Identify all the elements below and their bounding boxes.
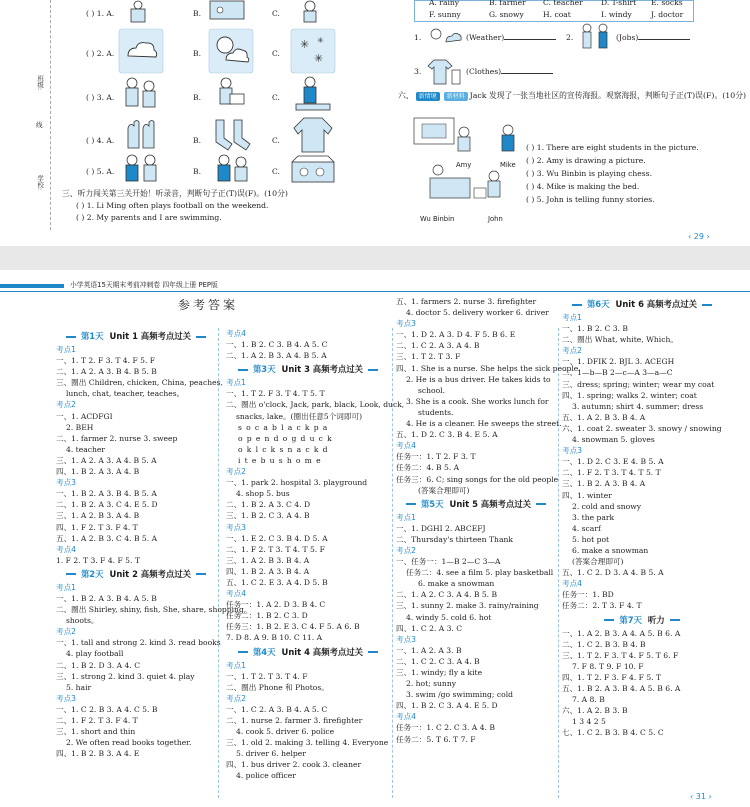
point-label: 考点4: [396, 712, 417, 722]
word-search-letters: opendogduck: [238, 433, 336, 443]
answer-line: 5. driver 6. helper: [236, 749, 306, 759]
answer-line: 任务一：1. C 2. C 3. A 4. B: [396, 723, 495, 733]
answer-line: 6. make a snowman: [572, 545, 649, 555]
answer-line: 二、1. A 2. C 3. A 4. B 5. B: [396, 590, 498, 600]
answer-line: 二、1. farmer 2. nurse 3. sweep: [56, 433, 178, 443]
answer-line: 二、1. B 2. A 3. C 4. E 5. D: [56, 500, 158, 510]
section3-item-1: ( ) 1. Li Ming often plays football on the weekend.: [76, 201, 269, 210]
answer-line: 一、1. tall and strong 2. kind 3. read books: [56, 638, 221, 648]
section3-item-2: ( ) 2. My parents and I are swimming.: [76, 213, 222, 222]
answer-line: 任务二：4. see a film 5. play basketball: [406, 568, 554, 578]
q5-c-label: C.: [272, 167, 280, 176]
market-picture: [290, 152, 336, 186]
day-number: 第6天: [586, 299, 610, 309]
header-bar: [0, 284, 64, 288]
answer-line: 7. D 8. A 9. B 10. C 11. A: [226, 633, 323, 643]
answer-page-number: ‹ 31 ›: [690, 792, 712, 801]
point-label: 考点1: [396, 512, 417, 522]
point-label: 考点2: [226, 467, 247, 477]
answer-line: 五、1. A 2. B 3. B 4. A: [562, 412, 646, 422]
answer-line: students.: [418, 407, 454, 417]
svg-text:✳: ✳: [317, 36, 324, 45]
answers-column-1: [56, 328, 247, 759]
answer-line: 四、1. T 2. F 3. F 4. F 5. T: [562, 672, 662, 682]
answer-line: 4. shop 5. bus: [236, 489, 290, 499]
answer-line: 五、1. A 2. B 3. C 4. B 5. A: [56, 533, 158, 543]
point-label: 考点1: [226, 378, 247, 388]
column-divider-2: [392, 328, 393, 798]
unit-title: 听力: [647, 614, 665, 625]
q2-b-label: B.: [193, 49, 201, 58]
answer-line: 2. He is a bus driver. He takes kids to: [406, 374, 551, 384]
classify-3-label: (Clothes): [466, 67, 502, 76]
section6-prefix: 六、: [398, 91, 414, 100]
point-label: 考点2: [56, 627, 77, 637]
day-number: 第5天: [420, 498, 444, 509]
class-label: 班级:: [36, 75, 45, 91]
answer-line: 二、1. F 2. T 3. T 4. T 5. F: [226, 544, 325, 554]
answer-line: 4. He is a cleaner. He sweeps the street.: [406, 419, 562, 429]
answer-line: 任务二：4. B 5. A: [396, 463, 460, 473]
answer-line: 任务二：2. T 3. F 4. T: [562, 601, 642, 611]
answer-line: 二、1. B 2. D 3. A 4. C: [56, 660, 141, 670]
answer-line: shoots。: [66, 616, 99, 626]
answer-line: 二、1. C 2. C 3. A 4. B: [396, 656, 480, 666]
classify-2-label: (Jobs): [616, 33, 639, 42]
section6-item-4: ( ) 4. Mike is making the bed.: [526, 182, 640, 191]
answer-line: 二、圈出 What, white, Which。: [562, 335, 678, 345]
column-divider-3: [558, 328, 559, 798]
unit-title: Unit 5 高频考点过关: [449, 498, 532, 509]
word-search-row: [226, 433, 390, 444]
answer-line: 二、1. A 2. B 3. A 4. B 5. A: [226, 351, 327, 361]
answer-line: (答案合理即可): [418, 485, 470, 495]
classify-2-num: 2.: [566, 33, 574, 42]
point-label: 考点3: [562, 446, 583, 456]
answer-line: 三、1. short and thin: [56, 727, 136, 737]
answer-line: 4. snowman 5. gloves: [572, 435, 655, 445]
word-search-letters: itebushome: [238, 455, 325, 465]
board-picture: [208, 0, 248, 22]
answer-line: 4. teacher: [66, 444, 105, 454]
answer-line: snacks, lake。(圈出任意5个词即可): [236, 411, 363, 421]
cut-line-label: 线: [36, 121, 43, 129]
poster-name-mike: Mike: [500, 161, 516, 169]
word-9: I. windy: [601, 10, 632, 19]
word-search-row: [226, 422, 390, 433]
unit-title: Unit 3 高频考点过关: [281, 364, 364, 375]
answer-line: 三、1. A 2. B 3. B 4. A: [226, 555, 310, 565]
point-label: 考点1: [226, 660, 247, 670]
answer-line: 五、1. farmers 2. nurse 3. firefighter: [396, 297, 537, 306]
answer-line: 1. F 2. T 3. F 4. F 5. T: [56, 555, 140, 565]
answer-line: 任务一：1. T 2. F 3. T: [396, 452, 476, 462]
answer-line: 五、1. B 2. A 3. B 4. A 5. B 6. A: [562, 684, 681, 693]
day-number: 第2天: [80, 568, 104, 579]
answer-line: 7. A 8. B: [572, 695, 605, 705]
q1-b-label: B.: [193, 9, 201, 18]
poster-name-wu-binbin: Wu Binbin: [420, 215, 455, 223]
point-label: 考点3: [396, 634, 417, 644]
answer-line: (答案合理即可): [572, 557, 624, 567]
answer-line: 四、1. B 2. C 3. A 4. E 5. D: [396, 701, 498, 711]
answer-line: 2. cold and snowy: [572, 501, 642, 511]
children-picture: [118, 152, 164, 186]
answer-line: 任务二：5. T 6. T 7. F: [396, 734, 476, 744]
classify-1-text: [466, 32, 556, 43]
answer-line: 任务一：1. A 2. D 3. B 4. C: [226, 600, 326, 610]
point-label: 考点4: [226, 329, 247, 338]
answer-line: 一、1. park 2. hospital 3. playground: [226, 478, 368, 488]
point-label: 考点2: [56, 400, 77, 410]
answer-line: 三、1. sunny 2. make 3. rainy/raining: [396, 601, 539, 611]
answer-line: 一、1. B 2. C 3. B: [562, 324, 628, 334]
answers-column-3: [396, 296, 581, 745]
snow-picture: [290, 28, 336, 74]
clothes-picture: [426, 56, 464, 86]
answer-line: 四、1. She is a nurse. She helps the sick people.: [396, 363, 581, 373]
q5-b-label: B.: [193, 167, 201, 176]
answer-line: 一、1. C 2. A 3. B 4. A 5. C: [226, 704, 328, 714]
q2-c-label: C.: [272, 49, 280, 58]
reading-picture: [208, 74, 254, 114]
answer-line: 二、1. F 2. T 3. F 4. T: [56, 716, 138, 725]
answer-line: 一、1. T 2. F 3. T 4. F 5. F: [56, 356, 156, 366]
point-label: 考点4: [396, 441, 417, 451]
answer-line: 二、圈出 Shirley, shiny, fish, She, share, shopping,: [56, 605, 247, 615]
classify-1-label: (Weather): [466, 33, 505, 42]
word-7: G. snowy: [489, 10, 524, 19]
day-number: 第1天: [80, 331, 104, 341]
answer-line: 三、1. strong 2. kind 3. quiet 4. play: [56, 671, 195, 681]
classify-3-num: 3.: [414, 67, 422, 76]
answer-line: 5. hair: [66, 682, 92, 692]
point-label: 考点4: [226, 589, 247, 599]
section6-item-5: ( ) 5. John is telling funny stories.: [526, 195, 655, 204]
answer-line: 一、1. DGHI 2. ABCEFJ: [396, 523, 486, 533]
answer-line: 三、圈出 Children, chicken, China, peaches,: [56, 378, 223, 388]
answer-line: 一、1. T 2. F 3. T 4. T 5. T: [226, 389, 325, 399]
answer-line: 3. the park: [572, 512, 615, 522]
section6-item-1: ( ) 1. There are eight students in the picture.: [526, 143, 699, 152]
answer-line: 四、1. winter: [562, 490, 612, 500]
word-6: F. sunny: [429, 10, 461, 19]
day-heading: [562, 612, 722, 628]
word-search-letters: socablackpa: [238, 422, 332, 432]
unit-title: Unit 4 高频考点过关: [281, 646, 364, 657]
answer-line: 五、1. C 2. D 3. A 4. B 5. A: [562, 568, 664, 578]
answer-line: 二、1. C 2. B 3. B 4. B: [562, 639, 646, 649]
answer-line: 三、1. T 2. F 3. T 4. F 5. T 6. F: [562, 650, 679, 660]
answer-page: [0, 270, 750, 807]
classify-1-num: 1.: [414, 33, 422, 42]
answer-line: 一、1. B 2. A 3. B 4. A 5. B: [56, 593, 157, 603]
answer-line: 三、1. A 2. A 3. A 4. B 5. A: [56, 455, 157, 465]
answer-line: 4. cook 5. driver 6. police: [236, 727, 335, 737]
point-label: 考点2: [226, 693, 247, 703]
section6-item-2: ( ) 2. Amy is drawing a picture.: [526, 156, 646, 165]
gloves-picture: [118, 114, 164, 154]
answer-line: 六、1. coat 2. sweater 3. snowy / snowing: [562, 423, 722, 433]
answer-line: 5. hot pot: [572, 534, 610, 544]
answer-line: 一、1. C 2. B 3. A 4. C 5. B: [56, 704, 158, 714]
q1-c-label: C.: [272, 9, 280, 18]
answer-line: 四、1. B 2. A 3. B 4. A: [226, 566, 310, 576]
answer-line: 7. F 8. T 9. F 10. F: [572, 661, 644, 671]
section6-text: Jack 发现了一张当地社区的宣传海报。观察海报，判断句子正(T)误(F)。(10分): [469, 91, 747, 100]
answer-line: 一、1. D 2. C 3. E 4. B 5. A: [562, 457, 664, 467]
answer-line: 任务一：1. BD: [562, 590, 614, 600]
day-heading: [226, 644, 390, 660]
day-number: 第4天: [252, 646, 276, 657]
q3-c-label: C.: [272, 93, 280, 102]
answer-line: 任务三：1. B 2. E 3. C 4. F 5. A 6. B: [226, 622, 360, 632]
answer-line: 一、1. T 2. T 3. T 4. F: [226, 671, 308, 681]
answers-column-2: [226, 328, 405, 782]
svg-text:✳: ✳: [314, 52, 324, 65]
unit-title: Unit 2 高频考点过关: [109, 568, 192, 579]
answer-line: 2. We often read books together.: [66, 738, 192, 748]
answer-line: 2. hot; sunny: [406, 679, 457, 689]
answer-line: school.: [418, 385, 446, 395]
day-number: 第7天: [619, 614, 642, 625]
section6-item-3: ( ) 3. Wu Binbin is playing chess.: [526, 169, 652, 178]
q2-label: ( ) 2. A.: [86, 49, 115, 58]
word-1: A. rainy: [429, 0, 460, 7]
header-rule: [0, 291, 750, 292]
answer-line: 一、任务一：1—B 2—C 3—A: [396, 557, 501, 567]
classify-1-blank[interactable]: [504, 32, 556, 40]
weather-picture: [426, 24, 464, 50]
jobs-picture: [578, 22, 614, 52]
poster-name-amy: Amy: [456, 161, 472, 169]
worker-picture: [118, 0, 158, 22]
day-heading: [226, 361, 390, 377]
top-page-number: ‹ 29 ›: [688, 232, 710, 241]
answer-line: 1 3 4 2 5: [572, 717, 606, 727]
cloud-picture: [118, 28, 164, 74]
point-label: 考点3: [226, 522, 247, 532]
exercise-page: [0, 0, 750, 246]
word-search-letters: oklcksnackd: [238, 444, 332, 454]
answers-column-4: [562, 296, 722, 738]
answer-line: 四、1. B 2. A 3. A 4. B: [56, 467, 140, 477]
answer-line: 三、1. A 2. B 3. A 4. B: [56, 511, 140, 521]
answer-line: 二、圈出 Phone 和 Photos。: [226, 682, 329, 692]
sun-cloud-picture: [208, 28, 254, 74]
point-label: 考点1: [56, 345, 77, 354]
point-label: 考点3: [396, 319, 417, 329]
point-label: 考点1: [562, 313, 583, 322]
new-context-badge: 新情境: [416, 92, 440, 101]
answer-line: 一、1. B 2. A 3. B 4. B 5. A: [56, 489, 157, 499]
word-4: D. T-shirt: [601, 0, 637, 7]
q1-label: ( ) 1. A.: [86, 9, 115, 18]
answer-line: 四、1. B 2. B 3. A 4. E: [56, 749, 140, 759]
child-picture: [290, 0, 330, 22]
answer-line: 一、1. E 2. C 3. B 4. D 5. A: [226, 533, 328, 543]
answer-line: 四、1. spring; walks 2. winter; coat: [562, 390, 697, 400]
family-picture: [118, 74, 164, 114]
word-search-row: [226, 444, 390, 455]
unit-title: Unit 1 高频考点过关: [109, 331, 192, 341]
answer-line: 二、1. C 2. A 3. A 4. B: [396, 341, 480, 351]
answer-line: 二、1. nurse 2. farmer 3. firefighter: [226, 716, 363, 725]
answer-line: 四、1. C 2. A 3. C: [396, 623, 463, 633]
point-label: 考点2: [562, 346, 583, 356]
classify-2-blank[interactable]: [638, 32, 690, 40]
answer-line: 二、1—b—B 2—c—A 3—a—C: [562, 368, 673, 378]
point-label: 考点1: [56, 582, 77, 592]
poster-name-john: John: [488, 215, 503, 223]
answer-line: 三、1. B 2. A 3. B 4. A: [562, 479, 646, 489]
playing-picture: [208, 152, 254, 186]
day-heading: [396, 496, 556, 512]
sweater-picture: [290, 114, 336, 154]
answer-line: 4. doctor 5. delivery worker 6. driver: [406, 308, 549, 318]
q5-label: ( ) 5. A.: [86, 167, 115, 176]
answer-line: 二、Thursday's thirteen Thank: [396, 534, 513, 544]
word-3: C. teacher: [543, 0, 583, 7]
day-heading: [562, 296, 722, 312]
section6-heading: [398, 90, 746, 101]
answer-line: 五、1. D 2. C 3. B 4. E 5. A: [396, 430, 498, 440]
point-label: 考点4: [562, 579, 583, 589]
binding-line: [50, 0, 51, 230]
answer-line: 任务三：6. C; sing songs for the old people: [396, 474, 559, 484]
section3-heading: 三、听力闯关第三关开始！听录音，判断句子正(T)误(F)。(10分): [62, 189, 288, 198]
answer-line: 一、1. DFIK 2. BJL 3. ACEGH: [562, 357, 675, 367]
answer-line: 3. swim /go swimming; cold: [406, 690, 513, 700]
day-number: 第3天: [252, 364, 276, 375]
unit-title: Unit 6 高频考点过关: [615, 299, 698, 309]
cooking-picture: [290, 74, 336, 114]
point-label: 考点2: [396, 545, 417, 555]
answer-line: lunch, chat, teacher, teaches。: [66, 389, 185, 399]
word-10: J. doctor: [651, 10, 684, 19]
answer-line: 三、dress; spring; winter; wear my coat: [562, 379, 715, 389]
day-heading: [56, 566, 216, 582]
answer-line: 4. scarf: [572, 523, 601, 533]
q3-label: ( ) 3. A.: [86, 93, 115, 102]
answer-line: 三、1. T 2. T 3. F: [396, 352, 461, 362]
answer-line: 七、1. C 2. B 3. B 4. C 5. C: [562, 728, 664, 738]
answer-line: 4. play football: [66, 649, 124, 659]
answer-line: 三、1. old 2. making 3. telling 4. Everyone: [226, 738, 389, 748]
header-label: 小学英语15天期末考前冲刺卷 四年级上册 PEP版: [70, 281, 218, 289]
answer-line: 五、1. C 2. E 3. A 4. D 5. B: [226, 577, 328, 587]
svg-text:✳: ✳: [300, 38, 310, 51]
q4-label: ( ) 4. A.: [86, 136, 115, 145]
socks-picture: [208, 114, 254, 154]
classify-3-blank[interactable]: [501, 66, 553, 74]
answer-line: 3. She is a cook. She works lunch for: [406, 396, 549, 406]
point-label: 考点3: [56, 693, 77, 703]
answer-line: 一、1. A 2. A 3. B: [396, 645, 462, 655]
answers-title: 参考答案: [177, 298, 238, 312]
top-page-number-value: 29: [693, 232, 704, 241]
classify-2-text: [616, 32, 690, 43]
column-divider-1: [218, 328, 219, 798]
word-box: [414, 0, 694, 22]
answer-line: 二、圈出 o'clock, Jack, park, black, Look, duck,: [226, 400, 405, 410]
answer-line: 2. BEH: [66, 422, 94, 432]
q4-b-label: B.: [193, 136, 201, 145]
answer-line: 一、1. D 2. A 3. D 4. F 5. B 6. E: [396, 330, 516, 340]
point-label: 考点3: [56, 478, 77, 488]
new-material-badge: 新材料: [444, 92, 468, 101]
answer-line: 6. make a snowman: [418, 579, 495, 589]
answer-line: 一、1. A 2. B 3. A 4. A 5. B 6. A: [562, 628, 681, 638]
word-search-row: [226, 455, 390, 466]
answer-line: 4. windy 5. cold 6. hot: [406, 612, 492, 622]
q4-c-label: C.: [272, 136, 280, 145]
answer-line: 二、1. B 2. A 3. C 4. D: [226, 500, 311, 510]
answer-line: 四、1. bus driver 2. cook 3. cleaner: [226, 760, 362, 770]
q3-b-label: B.: [193, 93, 201, 102]
day-heading: [56, 328, 216, 344]
answer-line: 二、1. A 2. A 3. B 4. B 5. B: [56, 367, 157, 377]
answer-line: 三、1. B 2. C 3. A 4. B: [226, 511, 310, 521]
answer-line: 二、1. F 2. T 3. T 4. T 5. T: [562, 468, 661, 478]
point-label: 考点4: [56, 544, 77, 554]
answer-line: 一、1. ACDFGI: [56, 411, 113, 421]
answer-page-number-value: 31: [695, 792, 706, 801]
classify-3-text: [466, 66, 553, 77]
answer-line: 一、1. B 2. C 3. B 4. A 5. C: [226, 340, 328, 350]
word-5: E. socks: [651, 0, 683, 7]
word-2: B. farmer: [489, 0, 526, 7]
answer-line: 任务二：1. B 2. C 3. D: [226, 611, 308, 621]
answer-line: 4. police officer: [236, 771, 296, 781]
answer-line: 三、1. windy; fly a kite: [396, 668, 483, 677]
answer-line: 3. autumn; shirt 4. summer; dress: [572, 401, 704, 411]
word-8: H. coat: [543, 10, 571, 19]
school-label: 学校:: [36, 175, 45, 191]
answer-line: 四、1. F 2. T 3. F 4. T: [56, 522, 138, 532]
answer-line: 六、1. A 2. B 3. B: [562, 706, 628, 716]
page-separator: [0, 246, 750, 270]
